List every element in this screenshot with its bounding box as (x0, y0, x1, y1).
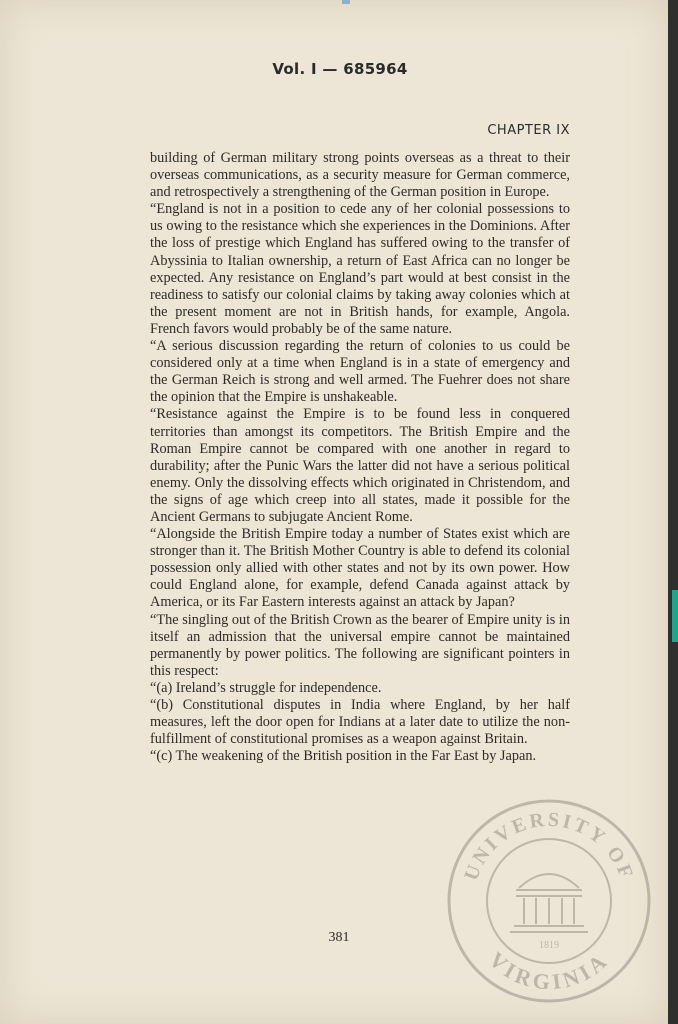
seal-bottom-text: VIRGINIA (484, 946, 614, 995)
paragraph: “England is not in a position to cede any of her colonial possessions to us owing to the resistance which she experiences in the Dominions. After the loss of prestige which England has suffered owing to the transfer of Abyssinia to Italian ownership, a return of East Africa can no longer be expected. Any resistance on England’s part would at best consist in the readiness to satisfy our colonial claims by taking away colonies which at the present moment are not in British hands, for example, Angola. French favors would probably be of the same nature. (150, 201, 570, 337)
volume-header: Vol. I — 685964 (272, 60, 408, 78)
svg-text:VIRGINIA (484, 947, 614, 995)
rotunda-icon (510, 874, 588, 932)
list-item: “(c) The weakening of the British position in the Far East by Japan. (150, 748, 537, 765)
paragraph: building of German military strong points overseas as a threat to their overseas communications, as a security measure for German commerce, and retrospectively a strengthening of the German position in Europe. (150, 150, 570, 201)
page-number: 381 (328, 930, 350, 945)
body-text (150, 150, 570, 765)
scan-top-marker (342, 0, 350, 4)
paragraph: “The singling out of the British Crown as the bearer of Empire unity is in itself an admission that the universal empire cannot be maintained permanently by power politics. The following are significant pointers in this respect: (150, 611, 570, 679)
seal-year: 1819 (539, 940, 559, 951)
paragraph: “Resistance against the Empire is to be found less in conquered territories than amongst its competitors. The British Empire and the Roman Empire cannot be compared with one another in regard to durability; after the Punic Wars the latter did not have a serious political enemy. Only the dissolving effects which originated in Christendom, and the signs of age which creep into all states, made it possible for the Ancient Germans to subjugate Ancient Rome. (150, 406, 570, 525)
list-item: “(a) Ireland’s struggle for independence. (150, 679, 382, 696)
seal-top-text: UNIVERSITY OF (460, 808, 638, 884)
scan-edge (668, 0, 678, 1024)
university-seal-stamp (446, 798, 652, 1004)
paragraph: “Alongside the British Empire today a number of States exist which are stronger than it. The British Mother Country is able to defend its colonial possession only allied with other states and not by its own power. How could England alone, for example, defend Canada against attack by America, or its Far Eastern interests against an attack by Japan? (150, 526, 570, 611)
paragraph: “A serious discussion regarding the return of colonies to us could be considered only at a time when England is in a state of emergency and the German Reich is strong and well armed. The Fuehrer does not share the opinion that the Empire is unshakeable. (150, 338, 570, 406)
svg-text:UNIVERSITY OF (460, 809, 638, 884)
list-item: “(b) Constitutional disputes in India where England, by her half measures, left the door open for Indians at a later date to utilize the non-fulfillment of constitutional promises as a weapon against Britain. (150, 697, 570, 748)
scan-tab-marker (672, 590, 678, 642)
chapter-heading: CHAPTER IX (487, 123, 570, 138)
